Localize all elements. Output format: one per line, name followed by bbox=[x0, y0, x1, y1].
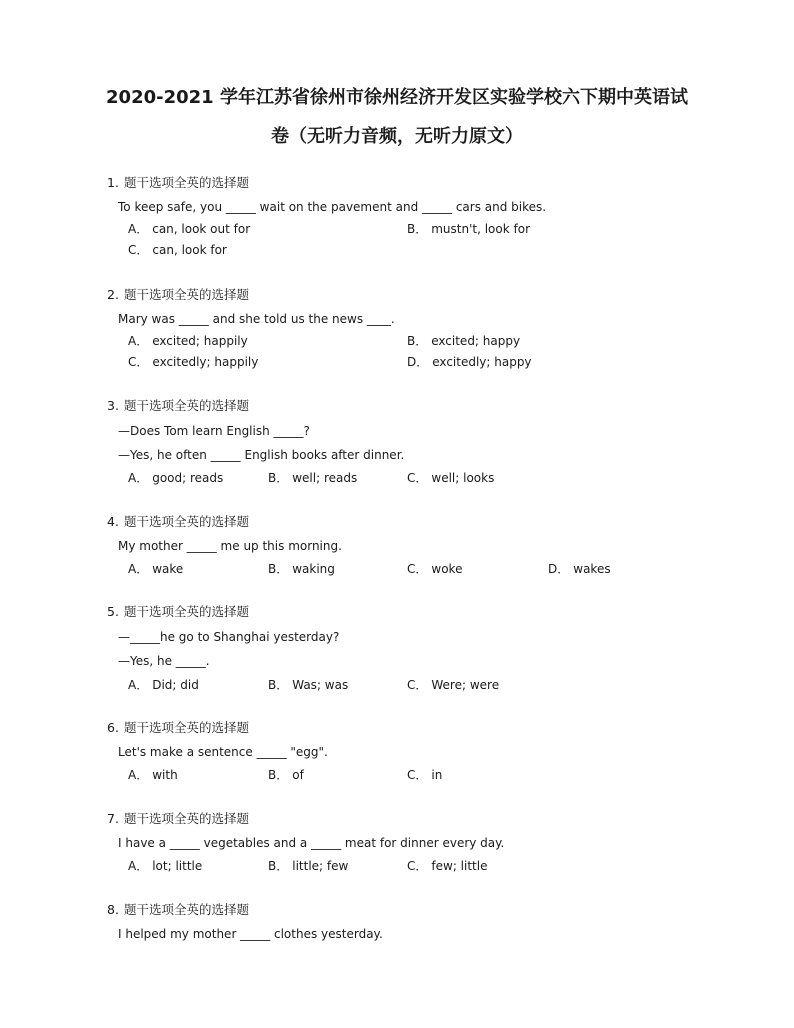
option-key: C． bbox=[407, 678, 428, 692]
option-key: B． bbox=[407, 222, 428, 236]
option-key: A． bbox=[128, 562, 149, 576]
option-key: C． bbox=[128, 243, 149, 257]
question-stem: To keep safe, you _____ wait on the pavement and _____ cars and bikes. bbox=[118, 200, 547, 214]
question-type: 题干选项全英的选择题 bbox=[124, 514, 250, 529]
question-number: 5. bbox=[107, 604, 119, 619]
question-heading bbox=[107, 720, 249, 736]
question-stem: I have a _____ vegetables and a _____ meat for dinner every day. bbox=[118, 836, 505, 850]
question-stem-line-1: —Does Tom learn English _____? bbox=[118, 424, 310, 438]
question-number: 6. bbox=[107, 720, 119, 735]
option-key: A． bbox=[128, 859, 149, 873]
option-d[interactable] bbox=[407, 354, 532, 370]
exam-title-line-2: 卷（无听力音频，无听力原文） bbox=[271, 126, 523, 147]
question-type: 题干选项全英的选择题 bbox=[124, 175, 250, 190]
question-heading bbox=[107, 398, 249, 414]
option-text: waking bbox=[292, 562, 335, 576]
option-a[interactable] bbox=[128, 333, 248, 349]
option-key: A． bbox=[128, 768, 149, 782]
option-c[interactable] bbox=[128, 354, 258, 370]
option-text: Was; was bbox=[292, 678, 349, 692]
option-text: excited; happily bbox=[152, 334, 248, 348]
option-b[interactable] bbox=[268, 677, 348, 693]
option-key: C． bbox=[407, 859, 428, 873]
question-stem: My mother _____ me up this morning. bbox=[118, 539, 342, 553]
option-b[interactable] bbox=[407, 221, 530, 237]
option-text: mustn't, look for bbox=[431, 222, 531, 236]
question-stem: I helped my mother _____ clothes yesterday. bbox=[118, 927, 383, 941]
question-type: 题干选项全英的选择题 bbox=[124, 604, 250, 619]
question-heading bbox=[107, 811, 249, 827]
option-text: Were; were bbox=[431, 678, 500, 692]
question-stem: Let's make a sentence _____ "egg". bbox=[118, 745, 328, 759]
exam-title-line-1: 2020-2021 学年江苏省徐州市徐州经济开发区实验学校六下期中英语试 bbox=[106, 87, 688, 108]
option-text: woke bbox=[431, 562, 463, 576]
question-heading bbox=[107, 514, 249, 530]
option-text: few; little bbox=[431, 859, 488, 873]
question-number: 4. bbox=[107, 514, 119, 529]
question-heading bbox=[107, 902, 249, 918]
option-b[interactable] bbox=[268, 470, 357, 486]
option-a[interactable] bbox=[128, 677, 199, 693]
question-number: 8. bbox=[107, 902, 119, 917]
option-text: excited; happy bbox=[431, 334, 521, 348]
question-stem-line-1: —_____he go to Shanghai yesterday? bbox=[118, 630, 340, 644]
option-b[interactable] bbox=[268, 858, 348, 874]
question-number: 7. bbox=[107, 811, 119, 826]
option-text: with bbox=[152, 768, 178, 782]
option-text: excitedly; happily bbox=[152, 355, 259, 369]
option-key: B． bbox=[268, 859, 289, 873]
option-key: B． bbox=[268, 768, 289, 782]
option-key: A． bbox=[128, 678, 149, 692]
option-c[interactable] bbox=[128, 242, 227, 258]
option-text: wakes bbox=[573, 562, 611, 576]
question-stem-line-2: —Yes, he often _____ English books after dinner. bbox=[118, 448, 405, 462]
option-text: well; reads bbox=[292, 471, 358, 485]
question-heading bbox=[107, 287, 249, 303]
question-number: 2. bbox=[107, 287, 119, 302]
option-key: B． bbox=[407, 334, 428, 348]
option-c[interactable] bbox=[407, 677, 499, 693]
option-key: B． bbox=[268, 678, 289, 692]
question-stem: Mary was _____ and she told us the news ____. bbox=[118, 312, 395, 326]
option-b[interactable] bbox=[268, 561, 335, 577]
question-type: 题干选项全英的选择题 bbox=[124, 398, 250, 413]
option-c[interactable] bbox=[407, 767, 442, 783]
question-number: 1. bbox=[107, 175, 119, 190]
option-text: can, look out for bbox=[152, 222, 251, 236]
option-text: little; few bbox=[292, 859, 349, 873]
option-key: B． bbox=[268, 471, 289, 485]
option-text: of bbox=[292, 768, 304, 782]
option-text: Did; did bbox=[152, 678, 199, 692]
option-key: D． bbox=[548, 562, 570, 576]
option-c[interactable] bbox=[407, 858, 487, 874]
question-number: 3. bbox=[107, 398, 119, 413]
question-type: 题干选项全英的选择题 bbox=[124, 720, 250, 735]
option-text: can, look for bbox=[152, 243, 227, 257]
option-text: good; reads bbox=[152, 471, 224, 485]
option-text: wake bbox=[152, 562, 184, 576]
question-stem-line-2: —Yes, he _____. bbox=[118, 654, 210, 668]
option-c[interactable] bbox=[407, 470, 494, 486]
option-key: C． bbox=[407, 768, 428, 782]
option-text: excitedly; happy bbox=[432, 355, 532, 369]
option-a[interactable] bbox=[128, 858, 202, 874]
option-d[interactable] bbox=[548, 561, 611, 577]
option-a[interactable] bbox=[128, 561, 183, 577]
option-key: A． bbox=[128, 222, 149, 236]
option-a[interactable] bbox=[128, 767, 178, 783]
option-key: C． bbox=[407, 471, 428, 485]
option-key: C． bbox=[128, 355, 149, 369]
option-key: D． bbox=[407, 355, 429, 369]
question-type: 题干选项全英的选择题 bbox=[124, 287, 250, 302]
option-a[interactable] bbox=[128, 470, 223, 486]
option-b[interactable] bbox=[268, 767, 304, 783]
option-b[interactable] bbox=[407, 333, 520, 349]
option-text: lot; little bbox=[152, 859, 203, 873]
option-a[interactable] bbox=[128, 221, 250, 237]
option-text: well; looks bbox=[431, 471, 495, 485]
option-key: A． bbox=[128, 471, 149, 485]
question-type: 题干选项全英的选择题 bbox=[124, 811, 250, 826]
question-heading bbox=[107, 175, 249, 191]
option-c[interactable] bbox=[407, 561, 462, 577]
question-heading bbox=[107, 604, 249, 620]
option-text: in bbox=[431, 768, 443, 782]
option-key: B． bbox=[268, 562, 289, 576]
option-key: C． bbox=[407, 562, 428, 576]
option-key: A． bbox=[128, 334, 149, 348]
question-type: 题干选项全英的选择题 bbox=[124, 902, 250, 917]
